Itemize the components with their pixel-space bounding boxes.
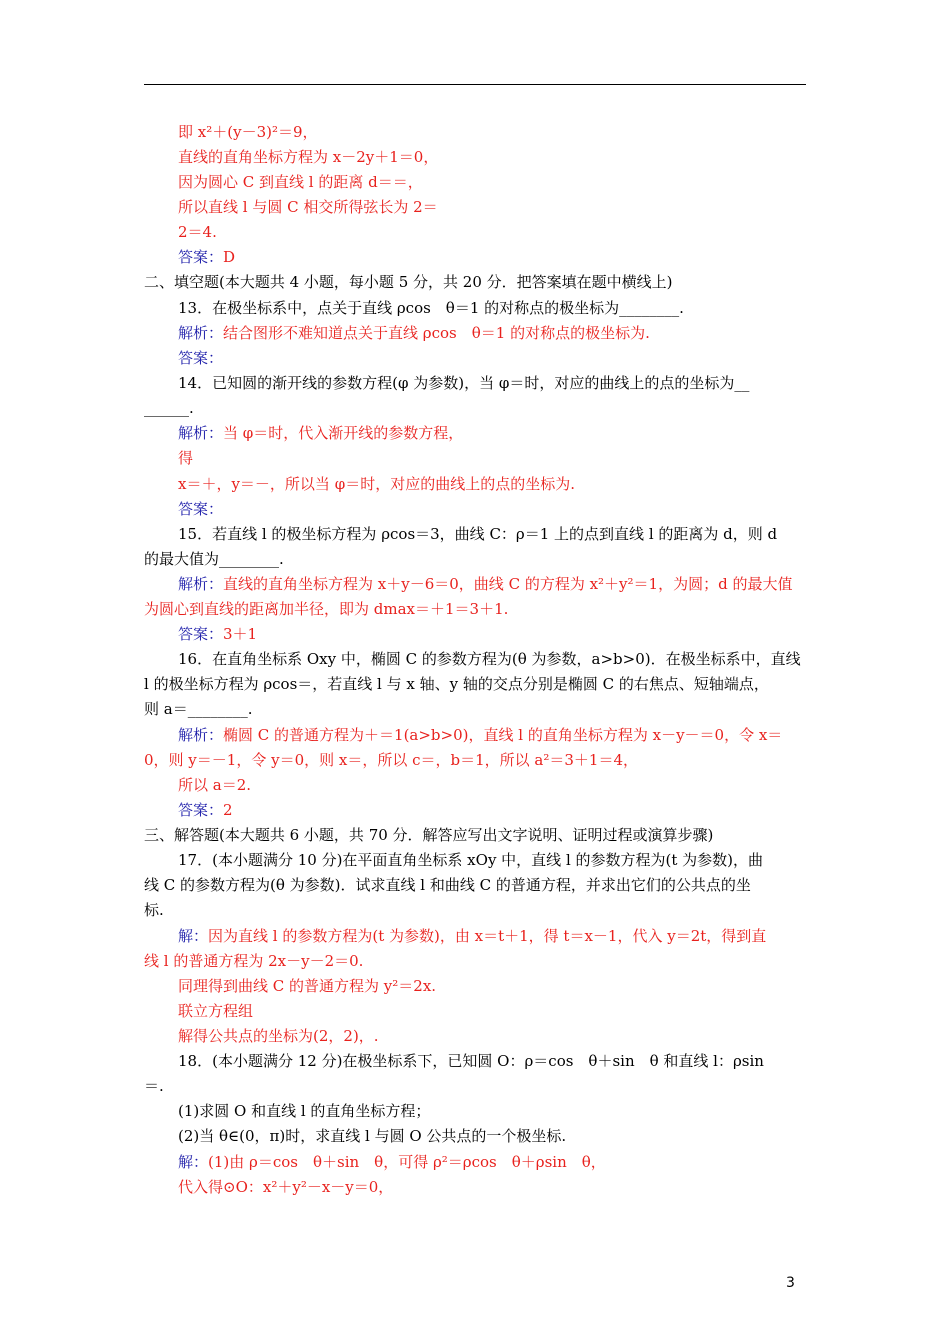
text-line [144, 699, 252, 719]
line-text: 17．(本小题满分 10 分)在平面直角坐标系 xOy 中，直线 l 的参数方程为(t 为参数)，曲 [178, 851, 764, 869]
text-line [178, 1152, 606, 1172]
line-text: ______. [144, 399, 194, 417]
line-label: 答案： [178, 801, 224, 819]
line-label: 解析： [178, 324, 224, 342]
text-line [178, 147, 438, 167]
text-line [178, 1001, 253, 1021]
text-line [178, 323, 650, 343]
text-line [178, 247, 235, 267]
line-text: 同理得到曲线 C 的普通方程为 y²＝2x. [178, 977, 437, 995]
text-line [178, 1126, 566, 1146]
line-text: 三、解答题(本大题共 6 小题，共 70 分．解答应写出文字说明、证明过程或演算步骤) [144, 826, 714, 844]
text-line [144, 1076, 164, 1096]
text-line [144, 825, 713, 845]
line-text: 14．已知圆的渐开线的参数方程(φ 为参数)，当 φ＝时，对应的曲线上的点的坐标为__ [178, 374, 750, 392]
line-text: 则 a＝________. [144, 700, 253, 718]
text-line [144, 900, 164, 920]
line-text: 因为直线 l 的参数方程为(t 为参数)，由 x＝t＋1，得 t＝x－1，代入 y＝2t，得到直 [208, 927, 767, 945]
line-text: 2 [223, 801, 233, 819]
line-label: 答案： [178, 349, 224, 367]
line-text: ＝. [144, 1077, 164, 1095]
line-text: 所以直线 l 与圆 C 相交所得弦长为 2＝ [178, 198, 438, 216]
text-line [178, 524, 777, 544]
text-line [178, 574, 792, 594]
line-text: 0，则 y＝－1，令 y＝0，则 x＝，所以 c＝，b＝1，所以 a²＝3＋1＝4， [144, 751, 639, 769]
text-line [178, 172, 423, 192]
line-text: 的最大值为________. [144, 550, 284, 568]
line-text: 直线的直角坐标方程为 x＋y－6＝0，曲线 C 的方程为 x²＋y²＝1，为圆；d 的最大值 [223, 575, 793, 593]
header-rule [144, 84, 806, 85]
line-text: 15．若直线 l 的极坐标方程为 ρcos＝3，曲线 C：ρ＝1 上的点到直线 l 的距离为 d，则 d [178, 525, 778, 543]
text-line [144, 674, 769, 694]
line-label: 答案： [178, 500, 224, 518]
text-line [178, 649, 801, 669]
line-text: x＝＋，y＝－，所以当 φ＝时，对应的曲线上的点的坐标为. [178, 475, 575, 493]
text-line [178, 448, 193, 468]
text-line [178, 197, 438, 217]
line-text: D [223, 248, 236, 266]
line-text: 解得公共点的坐标为(2，2)，. [178, 1027, 379, 1045]
text-line [178, 926, 766, 946]
line-text: 直线的直角坐标方程为 x－2y＋1＝0， [178, 148, 439, 166]
line-label: 答案： [178, 248, 224, 266]
text-line [178, 222, 217, 242]
line-text: 线 C 的参数方程为(θ 为参数)．试求直线 l 和曲线 C 的普通方程，并求出它们的公共点的坐 [144, 876, 751, 894]
line-text: 2＝4. [178, 223, 217, 241]
text-line [178, 976, 436, 996]
line-text: 线 l 的普通方程为 2x－y－2＝0. [144, 952, 364, 970]
text-line [144, 272, 673, 292]
text-line [178, 800, 233, 820]
line-label: 解： [178, 1153, 209, 1171]
text-line [178, 1101, 430, 1121]
text-line [178, 423, 463, 443]
line-text: 代入得⊙O：x²＋y²－x－y＝0， [178, 1178, 394, 1196]
line-text: l 的极坐标方程为 ρcos＝，若直线 l 与 x 轴、y 轴的交点分别是椭圆 C 的右焦点、短轴端点， [144, 675, 769, 693]
text-line [178, 122, 318, 142]
text-line [178, 1051, 764, 1071]
text-line [144, 750, 638, 770]
line-text: 椭圆 C 的普通方程为＋＝1(a>b>0)，直线 l 的直角坐标方程为 x－y－＝0，令 x＝ [223, 726, 783, 744]
line-label: 答案： [178, 625, 224, 643]
line-label: 解析： [178, 575, 224, 593]
text-line [178, 298, 684, 318]
line-text: (1)求圆 O 和直线 l 的直角坐标方程； [178, 1102, 431, 1120]
line-label: 解： [178, 927, 209, 945]
line-text: 所以 a＝2. [178, 776, 252, 794]
line-text: 为圆心到直线的距离加半径，即为 dmax＝＋1＝3＋1. [144, 600, 509, 618]
line-text: 当 φ＝时，代入渐开线的参数方程， [223, 424, 464, 442]
text-line [178, 775, 251, 795]
line-text: 18．(本小题满分 12 分)在极坐标系下，已知圆 O：ρ＝cos θ＋sin θ 和直线 l：ρsin [178, 1052, 764, 1070]
text-line [144, 549, 284, 569]
text-line [178, 725, 782, 745]
text-line [178, 474, 575, 494]
text-line [178, 850, 763, 870]
text-line [144, 599, 508, 619]
text-line [178, 624, 257, 644]
text-line [178, 1177, 393, 1197]
text-line [144, 875, 751, 895]
line-label: 解析： [178, 424, 224, 442]
text-line [178, 348, 223, 368]
line-text: 因为圆心 C 到直线 l 的距离 d＝＝， [178, 173, 423, 191]
line-text: 即 x²＋(y－3)²＝9， [178, 123, 318, 141]
text-line [178, 1026, 379, 1046]
line-label: 解析： [178, 726, 224, 744]
line-text: 标. [144, 901, 164, 919]
page-number: 3 [786, 1275, 795, 1291]
text-line [178, 373, 749, 393]
line-text: 二、填空题(本大题共 4 小题，每小题 5 分，共 20 分．把答案填在题中横线上) [144, 273, 673, 291]
line-text: (2)当 θ∈(0，π)时，求直线 l 与圆 O 公共点的一个极坐标. [178, 1127, 567, 1145]
line-text: 16．在直角坐标系 Oxy 中，椭圆 C 的参数方程为(θ 为参数，a>b>0)．在极坐标系中，直线 [178, 650, 801, 668]
line-text: 结合图形不难知道点关于直线 ρcos θ＝1 的对称点的极坐标为. [223, 324, 650, 342]
line-text: 得 [178, 449, 194, 467]
line-text: 13．在极坐标系中，点关于直线 ρcos θ＝1 的对称点的极坐标为________. [178, 299, 684, 317]
line-text: (1)由 ρ＝cos θ＋sin θ，可得 ρ²＝ρcos θ＋ρsin θ， [208, 1153, 606, 1171]
text-line [178, 499, 223, 519]
line-text: 联立方程组 [178, 1002, 254, 1020]
line-text: 3＋1 [223, 625, 258, 643]
text-line [144, 951, 363, 971]
text-line [144, 398, 194, 418]
